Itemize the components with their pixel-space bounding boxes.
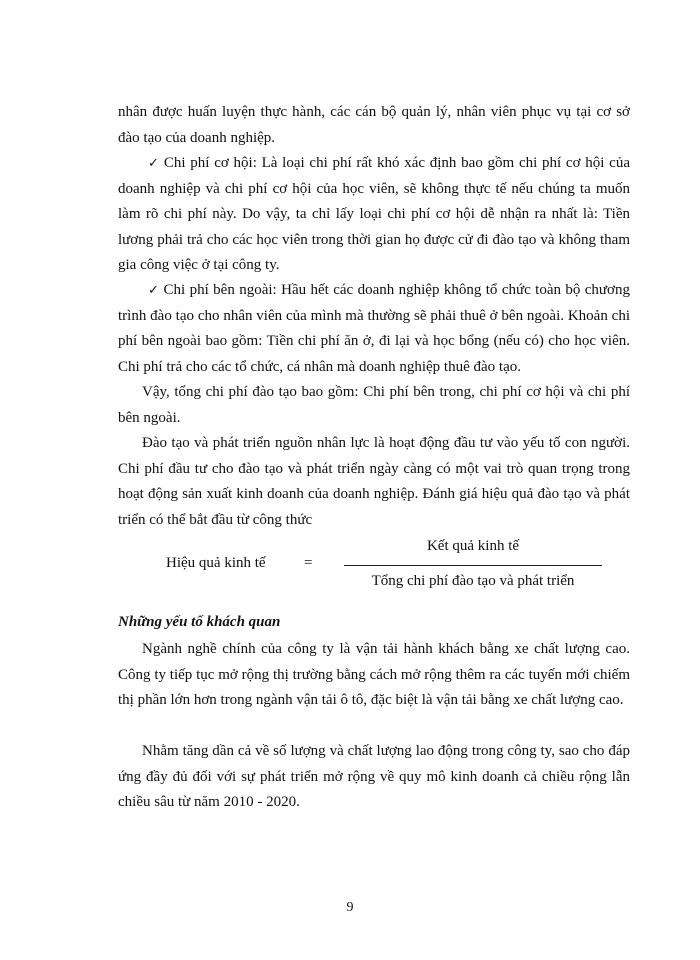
fraction-bar (344, 565, 602, 566)
formula-numerator: Kết quả kinh tế (426, 538, 520, 554)
bullet-opportunity-cost-text: Chi phí cơ hội: Là loại chi phí rất khó xác định bao gồm chi phí cơ hội của doanh nghiệp và chi phí cơ hội của học viên, sẽ không thực tế nếu chúng ta muốn làm rõ chi phí này. Do vậy, ta chỉ lấy loại chi phí cơ hội dễ nhận ra nhất là: Tiền lương phải trả cho các học viên trong thời gian họ được cử đi đào tạo và không tham gia công việc ở tại công ty. (118, 155, 630, 273)
paragraph-main-business: Ngành nghề chính của công ty là vận tải hành khách bằng xe chất lượng cao. Công ty tiếp tục mở rộng thị trường bằng cách mở rộng thêm ra các tuyến mới chiếm thị phần lớn hơn trong ngành vận tải ô tô, đặc biệt là vận tải bằng xe chất lượng cao. (118, 641, 630, 708)
bullet-external-cost (118, 278, 630, 380)
formula-equals: = (304, 555, 313, 571)
formula-denominator: Tổng chi phí đào tạo và phát triển (371, 573, 575, 589)
formula-label: Hiệu quả kinh tế (166, 555, 266, 571)
efficiency-formula (118, 533, 630, 597)
checkmark-icon: ✓ (148, 156, 160, 171)
paragraph-workforce-goal: Nhằm tăng dần cả về số lượng và chất lượng lao động trong công ty, sao cho đáp ứng đầy đủ đối với sự phát triển mở rộng về quy mô kinh doanh cả chiều rộng lẫn chiều sâu từ năm 2010 - 2020. (118, 743, 630, 810)
page-number: 9 (346, 900, 354, 915)
section-heading: Những yếu tố khách quan (118, 614, 281, 630)
checkmark-icon: ✓ (148, 283, 160, 298)
paragraph-total-cost: Vậy, tổng chi phí đào tạo bao gồm: Chi phí bên trong, chi phí cơ hội và chi phí bên ngoài. (118, 384, 630, 426)
bullet-external-cost-text: Chi phí bên ngoài: Hầu hết các doanh nghiệp không tổ chức toàn bộ chương trình đào tạo cho nhân viên của mình mà thường sẽ phải thuê ở bên ngoài. Khoản chi phí bên ngoài bao gồm: Tiền chi phí ăn ở, đi lại và học bổng (nếu có) cho học viên. Chi phí trả cho các tổ chức, cá nhân mà doanh nghiệp thuê đào tạo. (118, 282, 630, 375)
paragraph-continuation: nhân được huấn luyện thực hành, các cán bộ quản lý, nhân viên phục vụ tại cơ sở đào tạo của doanh nghiệp. (118, 104, 630, 146)
paragraph-training-investment: Đào tạo và phát triển nguồn nhân lực là hoạt động đầu tư vào yếu tố con người. Chi phí đầu tư cho đào tạo và phát triển ngày càng có một vai trò quan trọng trong hoạt động sản xuất kinh doanh của doanh nghiệp. Đánh giá hiệu quả đào tạo và phát triển có thể bắt đầu từ công thức (118, 435, 630, 528)
bullet-opportunity-cost (118, 151, 630, 279)
